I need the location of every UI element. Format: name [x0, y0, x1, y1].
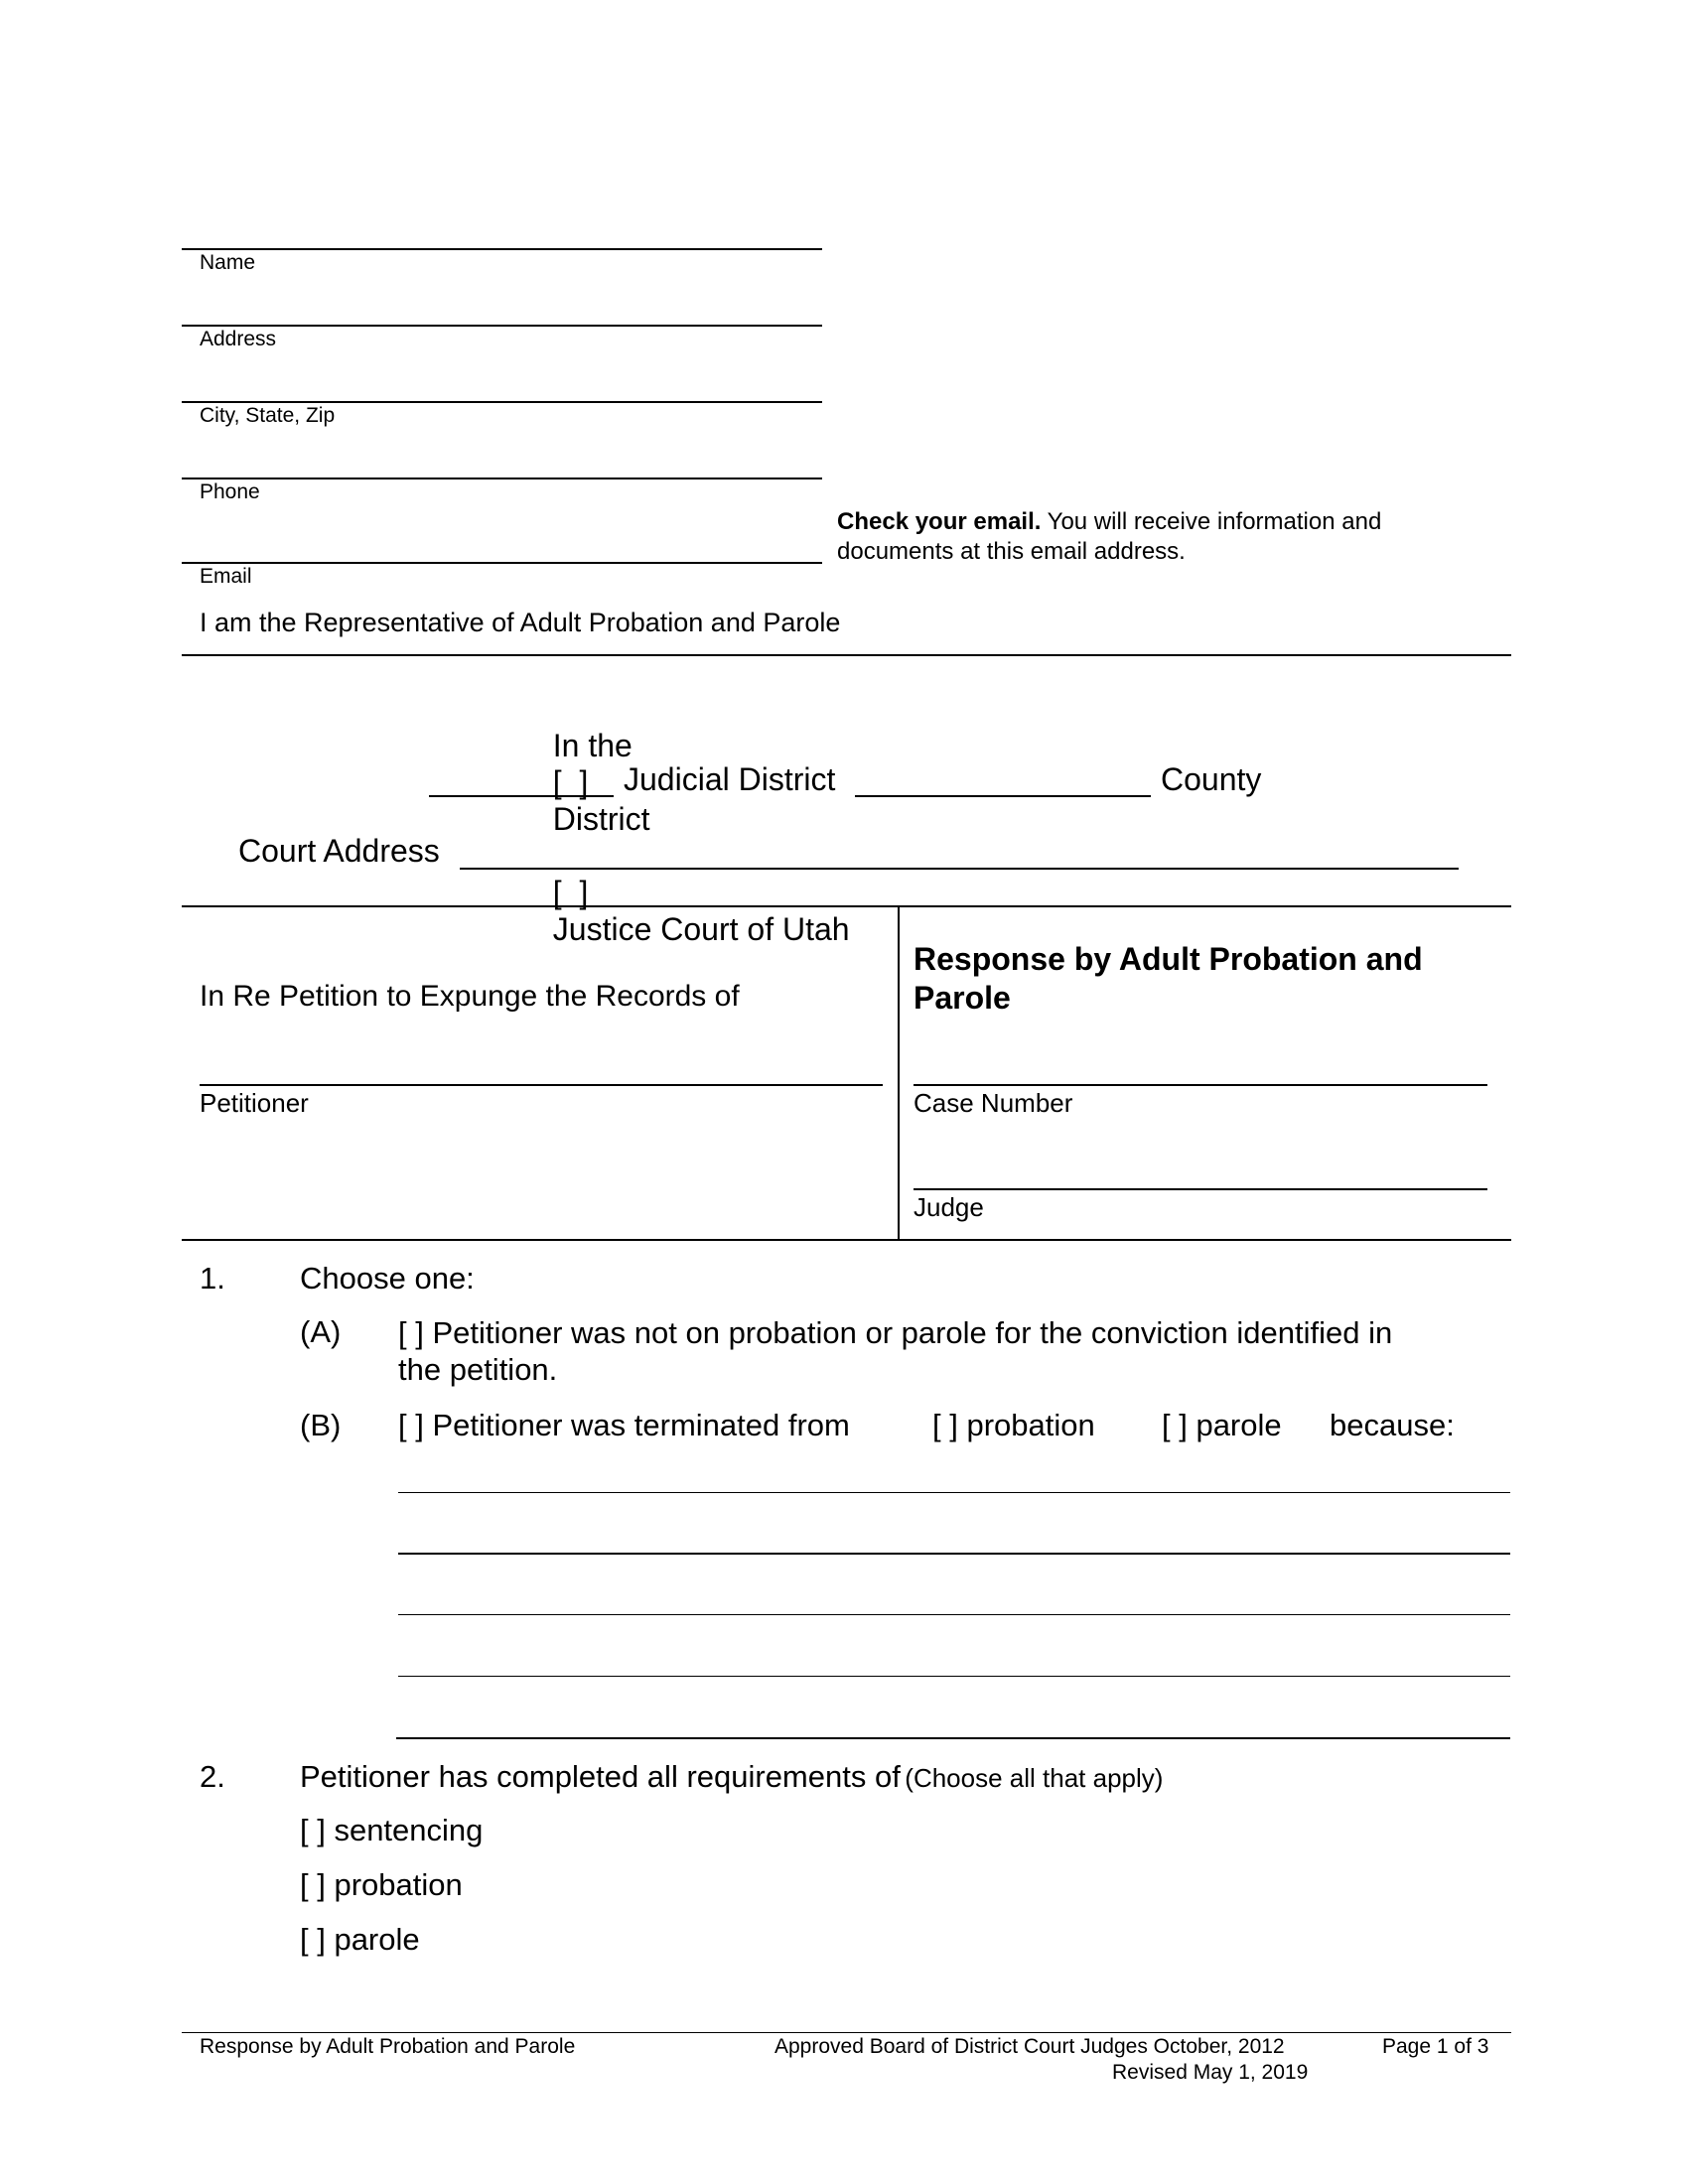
phone-label: Phone — [200, 480, 260, 503]
option-a-label: (A) — [300, 1314, 342, 1349]
option-b-parole[interactable]: [ ] parole — [1162, 1408, 1282, 1442]
in-re-petition: In Re Petition to Expunge the Records of — [200, 980, 740, 1013]
caption-top-border — [182, 905, 1511, 907]
county-blank[interactable] — [855, 795, 1151, 797]
email-notice-line1: You will receive information and — [1041, 508, 1382, 535]
option-sentencing[interactable]: [ ] sentencing — [300, 1813, 484, 1847]
caption-divider — [898, 906, 900, 1239]
address-line — [182, 325, 822, 327]
judge-label: Judge — [914, 1192, 984, 1222]
court-address-label: Court Address — [238, 833, 440, 869]
email-line — [182, 562, 822, 564]
county-label: County — [1161, 761, 1262, 797]
option-b-probation[interactable]: [ ] probation — [932, 1408, 1095, 1442]
reason-line-5[interactable] — [396, 1737, 1510, 1739]
section-1-heading: Choose one: — [300, 1261, 475, 1296]
section-2-note: (Choose all that apply) — [905, 1763, 1164, 1793]
email-label: Email — [200, 565, 252, 588]
option-b-because: because: — [1330, 1408, 1455, 1442]
district-label: District — [552, 801, 650, 837]
email-notice-bold: Check your email. — [837, 508, 1042, 535]
petitioner-label: Petitioner — [200, 1088, 309, 1118]
response-title — [914, 940, 1423, 1018]
response-title-line1: Response by Adult Probation and — [914, 941, 1423, 977]
petitioner-blank[interactable] — [200, 1084, 883, 1086]
footer-approved: Approved Board of District Court Judges October, 2012 — [774, 2035, 1285, 2058]
email-notice-line2: documents at this email address. — [837, 538, 1186, 565]
option-a-text[interactable] — [398, 1314, 1392, 1388]
caption-bottom-border — [182, 1239, 1511, 1241]
name-line — [182, 248, 822, 250]
option-probation[interactable]: [ ] probation — [300, 1867, 463, 1902]
case-number-blank[interactable] — [914, 1084, 1487, 1086]
section-2-number: 2. — [200, 1759, 225, 1794]
case-number-label: Case Number — [914, 1088, 1073, 1118]
option-parole[interactable]: [ ] parole — [300, 1922, 420, 1957]
footer-form-title: Response by Adult Probation and Parole — [200, 2035, 576, 2058]
representative-statement: I am the Representative of Adult Probation and Parole — [200, 608, 841, 637]
name-label: Name — [200, 251, 256, 274]
reason-line-1[interactable] — [398, 1492, 1510, 1493]
city-line — [182, 401, 822, 403]
judge-blank[interactable] — [914, 1188, 1487, 1190]
city-state-zip-label: City, State, Zip — [200, 404, 336, 427]
header-divider — [182, 654, 1511, 656]
section-1-number: 1. — [200, 1261, 225, 1296]
footer-page-number: Page 1 of 3 — [1382, 2035, 1489, 2058]
section-2-heading-row — [300, 1759, 1163, 1795]
option-a-line2: the petition. — [398, 1352, 558, 1387]
option-a-line1: [ ] Petitioner was not on probation or parole for the conviction identified in — [398, 1315, 1393, 1350]
email-notice — [837, 507, 1381, 567]
judicial-district-blank[interactable] — [429, 795, 614, 797]
response-title-line2: Parole — [914, 980, 1011, 1016]
option-b-label: (B) — [300, 1408, 342, 1442]
phone-line — [182, 478, 822, 479]
court-in-the: In the — [552, 728, 633, 763]
reason-line-4[interactable] — [398, 1676, 1510, 1677]
option-b-text[interactable]: [ ] Petitioner was terminated from — [398, 1408, 850, 1442]
judicial-district-label: Judicial District — [624, 761, 836, 797]
address-label: Address — [200, 328, 277, 350]
reason-line-3[interactable] — [398, 1614, 1510, 1615]
court-address-blank[interactable] — [460, 868, 1459, 870]
reason-line-2[interactable] — [398, 1553, 1510, 1555]
footer-divider — [182, 2032, 1511, 2033]
district-checkbox[interactable]: [ ] — [552, 764, 589, 800]
justice-court-checkbox[interactable]: [ ] — [552, 875, 589, 910]
section-2-heading: Petitioner has completed all requirements of — [300, 1759, 901, 1794]
justice-court-label: Justice Court of Utah — [552, 911, 850, 947]
footer-revised: Revised May 1, 2019 — [1112, 2061, 1309, 2084]
court-line-1 — [535, 691, 850, 948]
